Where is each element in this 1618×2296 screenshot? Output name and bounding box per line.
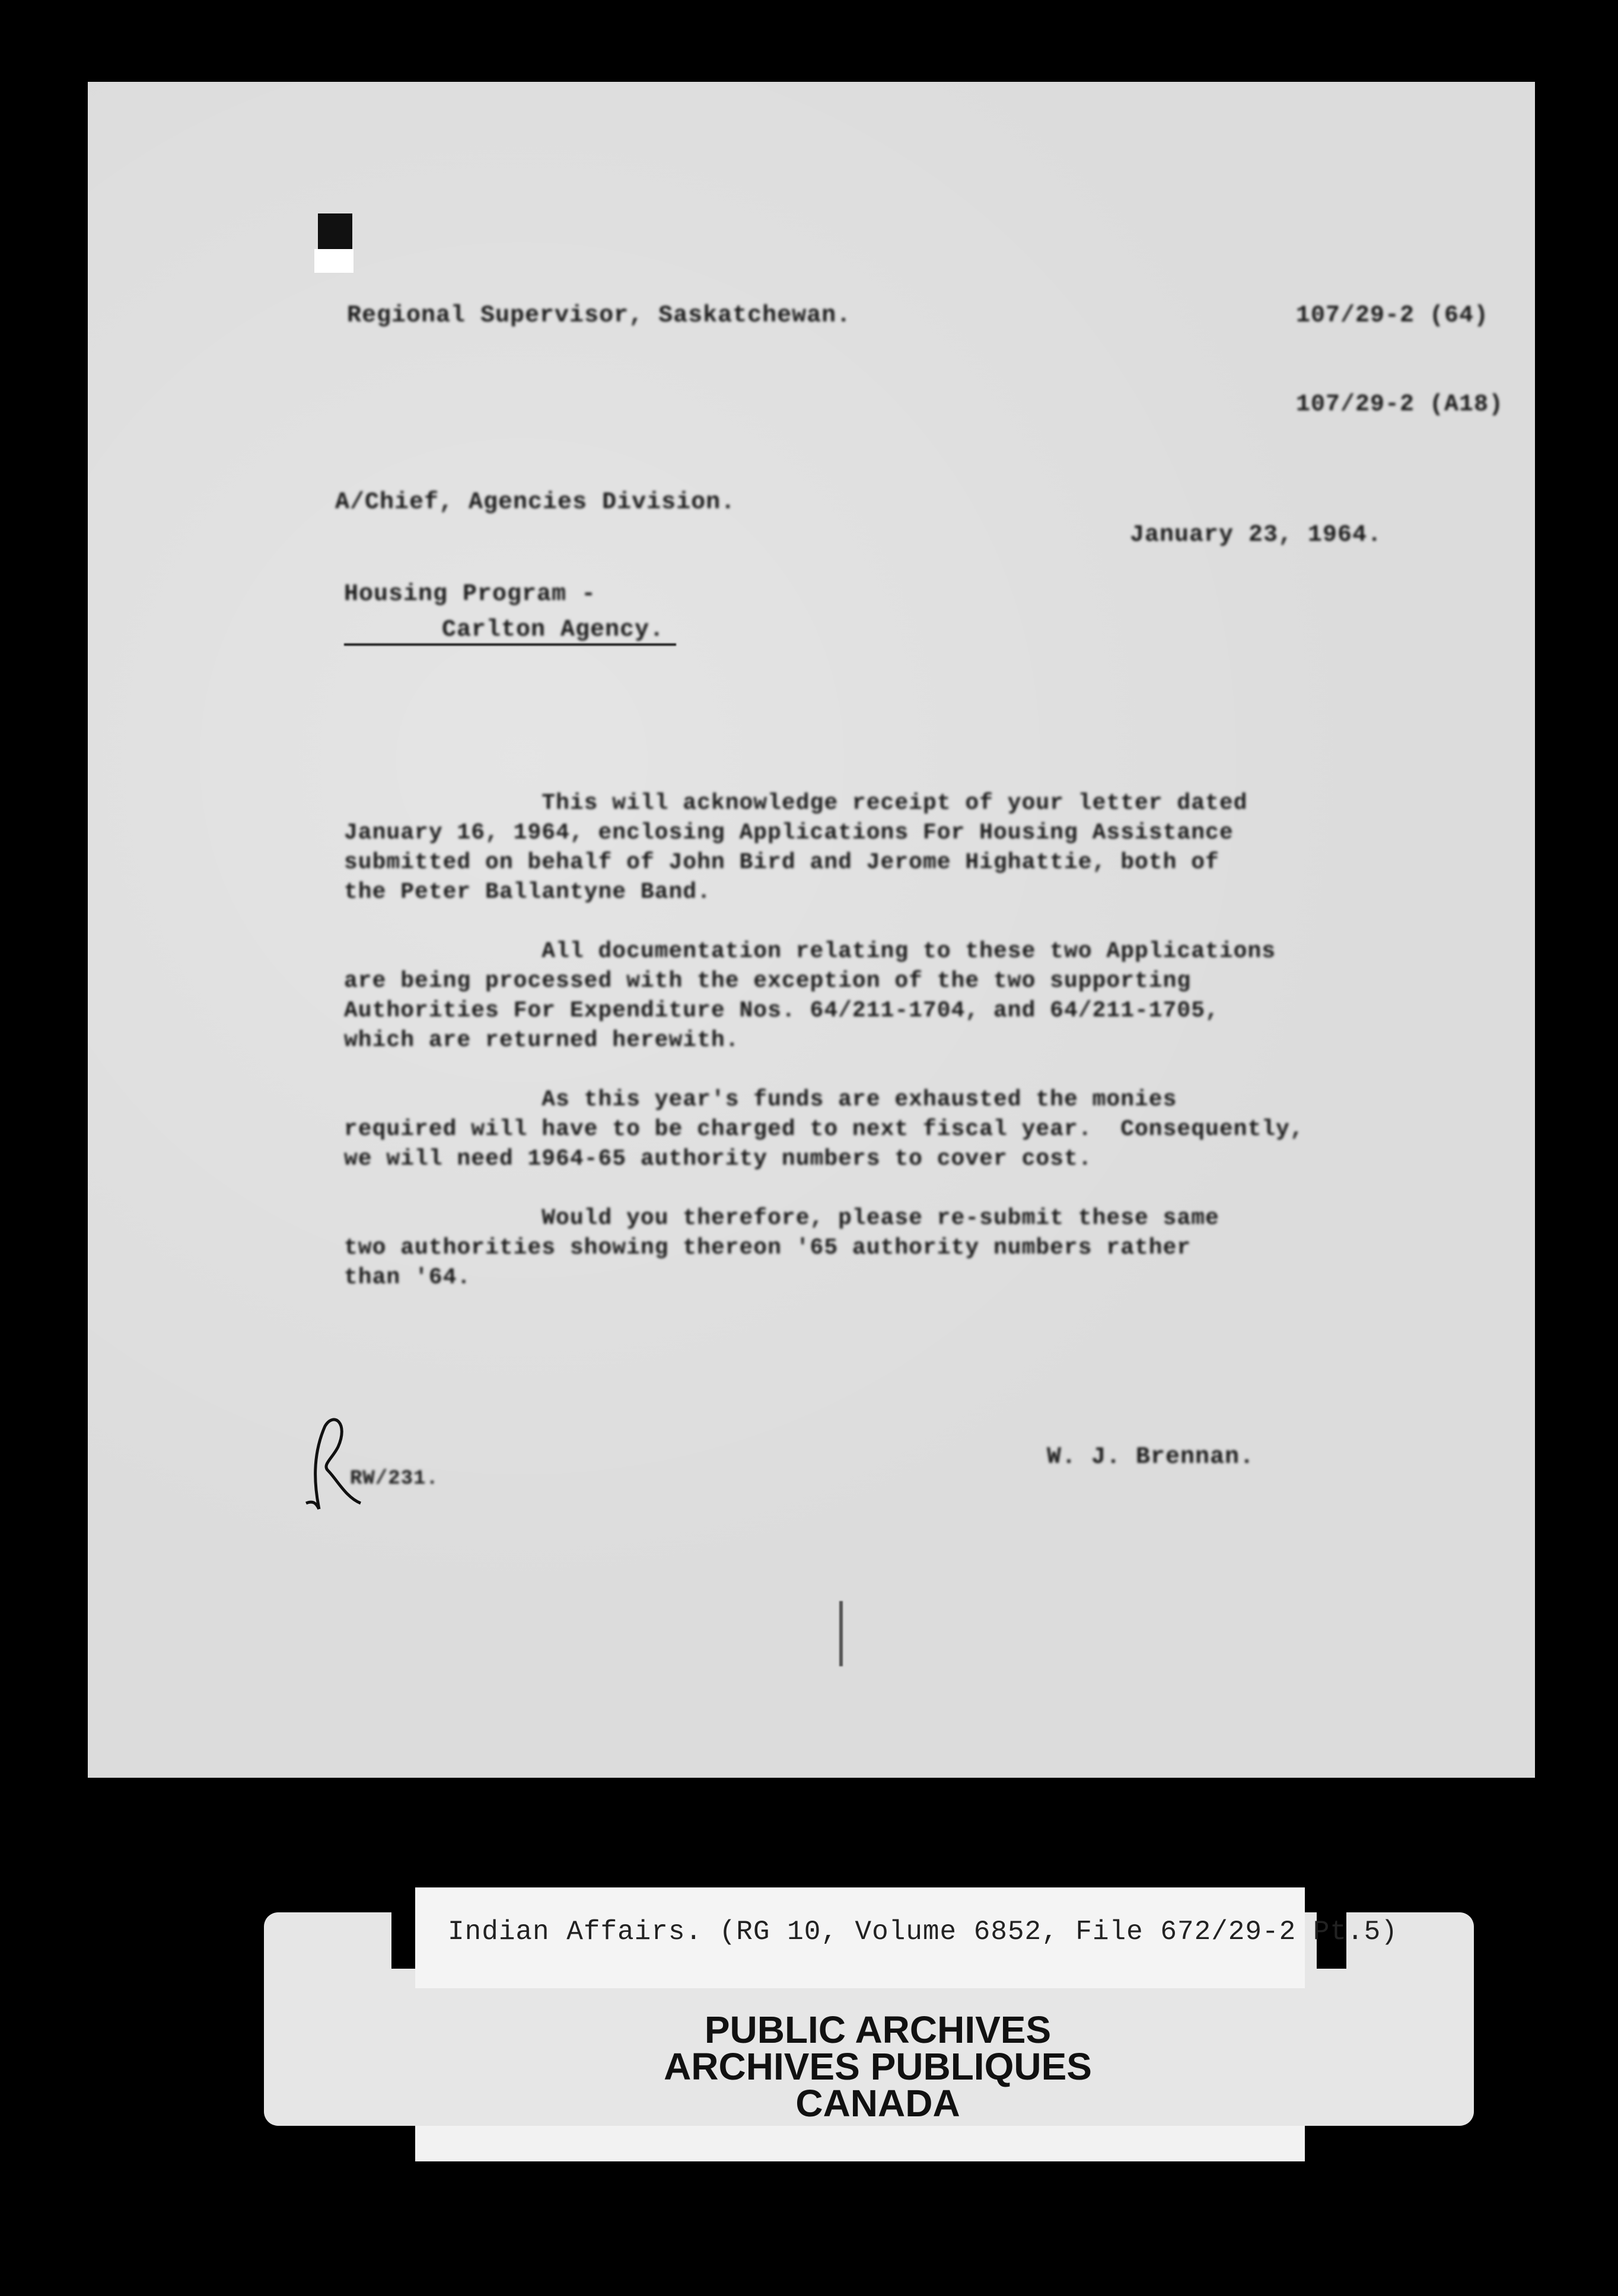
typist-initials: RW/231. [350,1468,439,1490]
signatory: W. J. Brennan. [1047,1444,1255,1471]
letter-page [88,82,1535,1778]
subject-line-2: Carlton Agency. [442,617,665,643]
archive-line-2: ARCHIVES PUBLIQUES [664,2045,1092,2088]
archive-line-3: CANADA [795,2082,960,2125]
archive-stamp [558,2008,1198,2125]
sender-line: A/Chief, Agencies Division. [335,489,736,516]
archive-citation: Indian Affairs. (RG 10, Volume 6852, File 672/29-2 Pt.5) [448,1916,1398,1947]
handwritten-initial [301,1414,367,1515]
paper-mark [839,1601,843,1666]
body-paragraph-1: This will acknowledge receipt of your letter dated January 16, 1964, enclosing Applications For Housing Assistance submitted on behalf of John Bird and Jerome Highattie, both of the Peter Ballantyne Band. [344,790,1248,905]
letter-date: January 23, 1964. [1130,522,1383,549]
label-bottom-strip [415,2126,1305,2161]
body-paragraph-2: All documentation relating to these two Applications are being processed with the exception of the two supporting Authorities For Expenditure Nos. 64/211-1704, and 64/211-1705, which are returned herewith. [344,939,1276,1053]
recipient-line: Regional Supervisor, Saskatchewan. [347,302,852,329]
subject-underline [344,643,676,646]
body-paragraph-4: Would you therefore, please re-submit these same two authorities showing thereon '65 authority numbers rather than '64. [344,1206,1219,1290]
archive-line-1: PUBLIC ARCHIVES [704,2008,1052,2051]
file-reference-1: 107/29-2 (64) [1296,302,1489,329]
body-paragraph-3: As this year's funds are exhausted the monies required will have to be charged to next fiscal year. Consequently, we will need 1964-65 authority numbers to cover cost. [344,1087,1304,1172]
file-reference-2: 107/29-2 (A18) [1296,391,1504,418]
file-tab-marker [314,213,356,273]
subject-line-1: Housing Program - [344,581,597,608]
